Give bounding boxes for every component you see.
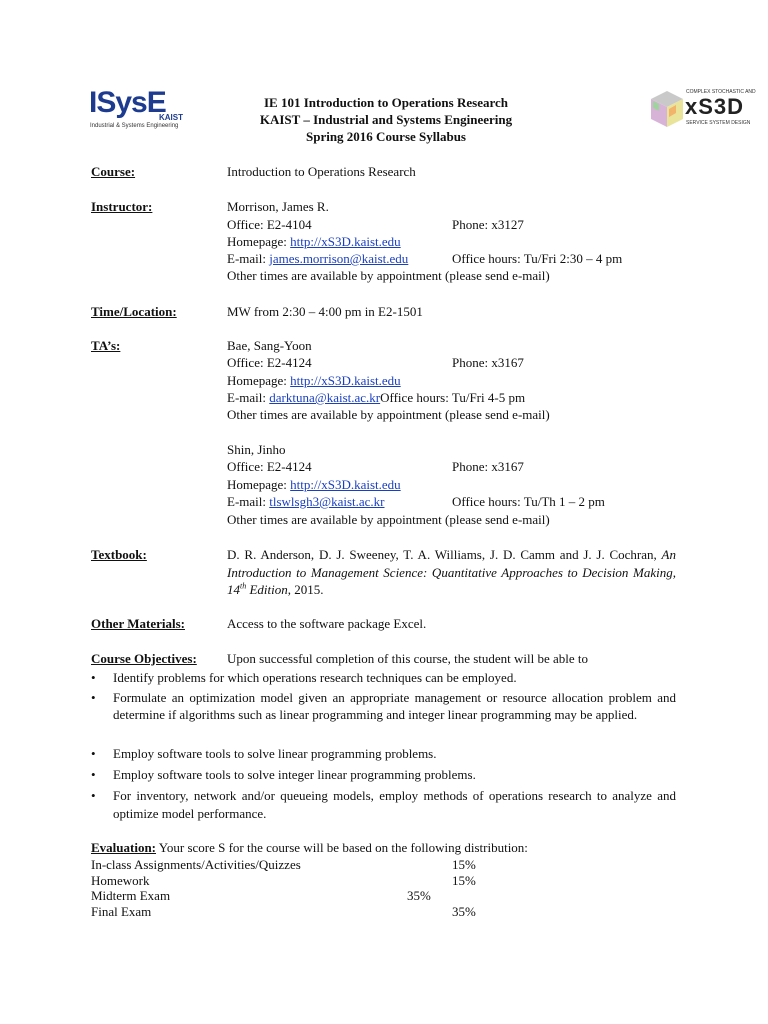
xs3d-logo-bottom: SERVICE SYSTEM DESIGN — [686, 120, 751, 126]
objective-item: • Employ software tools to solve integer linear programming problems. — [113, 766, 676, 783]
instructor-office-hours: Office hours: Tu/Fri 2:30 – 4 pm — [452, 251, 623, 266]
evaluation-text: Your score S for the course will be based on the following distribution: — [156, 840, 528, 855]
textbook-title: An Introduction to Management Science: Quantitative Approaches to Decision Making, 14 — [227, 547, 676, 597]
email-label: E-mail: — [227, 390, 270, 405]
ta-email-link[interactable]: darktuna@kaist.ac.kr — [269, 390, 381, 405]
xs3d-logo — [649, 89, 768, 131]
time-location-label: Time/Location: — [91, 304, 177, 319]
textbook-year: , 2015. — [287, 582, 324, 597]
other-materials-value: Access to the software package Excel. — [227, 616, 427, 631]
email-label: E-mail: — [227, 251, 270, 266]
ta-name: Bae, Sang-Yoon — [227, 338, 312, 353]
course-label: Course: — [91, 164, 136, 179]
evaluation-row-name: Homework — [91, 873, 150, 888]
ta-phone: Phone: x3167 — [452, 355, 524, 370]
evaluation-row-pct: 35% — [452, 904, 476, 919]
ta-email — [227, 493, 385, 510]
course-value: Introduction to Operations Research — [227, 164, 416, 179]
time-location-value: MW from 2:30 – 4:00 pm in E2-1501 — [227, 304, 423, 319]
evaluation-row-name: Final Exam — [91, 904, 152, 919]
evaluation-intro — [91, 839, 528, 856]
textbook-citation — [227, 546, 676, 599]
isyse-logo-kaist: KAIST — [159, 113, 183, 122]
xs3d-logo-top: COMPLEX STOCHASTIC AND — [686, 89, 756, 95]
isyse-logo — [89, 86, 189, 136]
instructor-email-link[interactable]: james.morrison@kaist.edu — [269, 251, 409, 266]
homepage-label: Homepage: — [227, 234, 291, 249]
ta-other-times: Other times are available by appointment (please send e-mail) — [227, 512, 550, 527]
objective-item: • Formulate an optimization model given an appropriate management or resource allocation problem and determine if algorithms such as linear programming and integer linear programming may be applied. — [113, 690, 676, 723]
textbook-sup: th — [240, 581, 247, 591]
ta-email — [227, 389, 525, 406]
ta-homepage — [227, 476, 401, 493]
objective-item: • For inventory, network and/or queueing models, employ methods of operations research to analyze and optimize model performance. — [113, 787, 676, 823]
other-materials-label: Other Materials: — [91, 616, 185, 631]
email-label: E-mail: — [227, 494, 270, 509]
objectives-intro: Upon successful completion of this course, the student will be able to — [227, 651, 589, 666]
isyse-logo-text: ISysE — [89, 86, 166, 119]
tas-label: TA’s: — [91, 338, 121, 353]
instructor-homepage-link[interactable]: http://xS3D.kaist.edu — [290, 234, 401, 249]
ta-other-times: Other times are available by appointment (please send e-mail) — [227, 407, 550, 422]
ta-homepage — [227, 372, 401, 389]
textbook-authors: D. R. Anderson, D. J. Sweeney, T. A. Williams, J. D. Camm and J. J. Cochran, — [227, 547, 662, 562]
instructor-email — [227, 250, 408, 267]
homepage-label: Homepage: — [227, 477, 291, 492]
textbook-label: Textbook: — [91, 547, 147, 562]
objective-item: • Identify problems for which operations research techniques can be employed. — [113, 669, 676, 686]
instructor-label: Instructor: — [91, 199, 153, 214]
header-term: Spring 2016 Course Syllabus — [305, 129, 466, 144]
xs3d-logo-text: xS3D — [685, 94, 745, 119]
ta-name: Shin, Jinho — [227, 442, 286, 457]
ta-homepage-link[interactable]: http://xS3D.kaist.edu — [290, 373, 401, 388]
header-department: KAIST – Industrial and Systems Engineering — [259, 112, 513, 127]
evaluation-row-pct: 15% — [452, 857, 476, 872]
header-course-title: IE 101 Introduction to Operations Research — [264, 95, 508, 110]
objective-item: • Employ software tools to solve linear programming problems. — [113, 745, 676, 762]
objectives-label: Course Objectives: — [91, 651, 197, 666]
homepage-label: Homepage: — [227, 373, 291, 388]
instructor-homepage — [227, 233, 401, 250]
instructor-other-times: Other times are available by appointment (please send e-mail) — [227, 268, 550, 283]
ta-office: Office: E2-4124 — [227, 355, 312, 370]
ta-homepage-link[interactable]: http://xS3D.kaist.edu — [290, 477, 401, 492]
evaluation-row-name: In-class Assignments/Activities/Quizzes — [91, 857, 301, 872]
instructor-office: Office: E2-4104 — [227, 217, 312, 232]
evaluation-row-pct: 35% — [407, 888, 431, 903]
textbook-edition: Edition — [246, 582, 288, 597]
ta-office: Office: E2-4124 — [227, 459, 312, 474]
evaluation-row-name: Midterm Exam — [91, 888, 171, 903]
ta-office-hours: Office hours: Tu/Th 1 – 2 pm — [452, 494, 605, 509]
instructor-phone: Phone: x3127 — [452, 217, 524, 232]
isyse-logo-tagline: Industrial & Systems Engineering — [90, 123, 179, 129]
ta-email-link[interactable]: tlswlsgh3@kaist.ac.kr — [269, 494, 385, 509]
cube-icon — [649, 89, 685, 129]
evaluation-label: Evaluation: — [91, 840, 157, 855]
evaluation-row-pct: 15% — [452, 873, 476, 888]
ta-office-hours: Office hours: Tu/Fri 4-5 pm — [380, 390, 526, 405]
instructor-name: Morrison, James R. — [227, 199, 329, 214]
ta-phone: Phone: x3167 — [452, 459, 524, 474]
